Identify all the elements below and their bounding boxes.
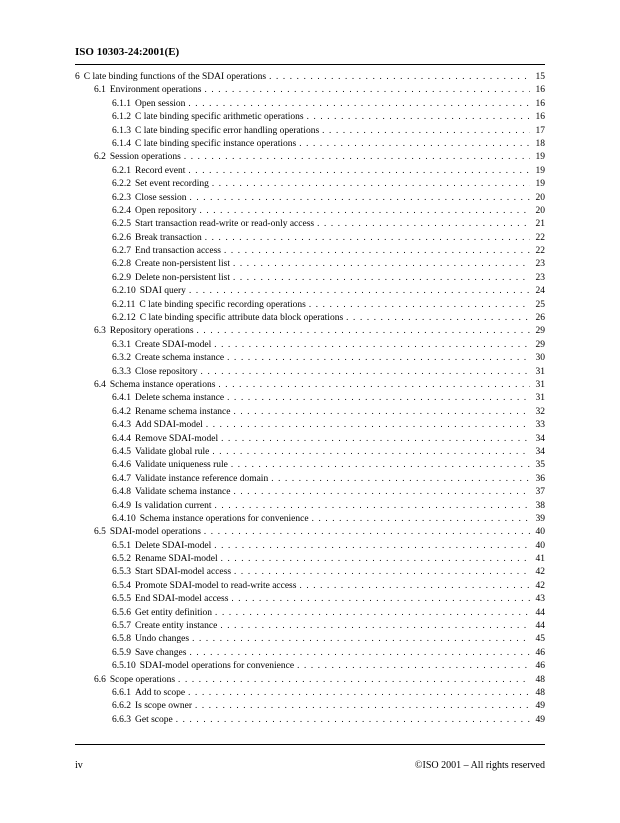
toc-entry-title: Validate instance reference domain bbox=[135, 473, 269, 484]
toc-dot-leader bbox=[189, 191, 530, 204]
toc-entry-number: 6.4.9 bbox=[112, 500, 131, 511]
toc-entry-title: Get scope bbox=[135, 714, 173, 725]
toc-entry-number: 6.2.12 bbox=[112, 313, 136, 324]
toc-entry-page: 43 bbox=[535, 594, 545, 605]
toc-entry-title: Environment operations bbox=[109, 85, 202, 96]
toc-entry-page: 19 bbox=[535, 165, 545, 176]
toc-entry-page: 20 bbox=[535, 192, 545, 203]
toc-entry-title: Close repository bbox=[135, 366, 198, 377]
toc-entry-number: 6.5.8 bbox=[112, 634, 131, 645]
toc-entry-page: 48 bbox=[535, 674, 545, 685]
toc-entry-page: 37 bbox=[535, 487, 545, 498]
toc-entry-number: 6.2.4 bbox=[112, 205, 131, 216]
toc-dot-leader bbox=[205, 231, 530, 244]
toc-entry-number: 6.1.2 bbox=[112, 112, 131, 123]
toc-entry-number: 6.3.2 bbox=[112, 353, 131, 364]
toc-dot-leader bbox=[214, 338, 530, 351]
toc-entry-number: 6.2.9 bbox=[112, 272, 131, 283]
toc-dot-leader bbox=[234, 485, 531, 498]
toc-entry-page: 36 bbox=[535, 473, 545, 484]
toc-entry[interactable] bbox=[75, 499, 545, 512]
toc-entry-number: 6.4 bbox=[94, 379, 106, 390]
toc-dot-leader bbox=[299, 579, 530, 592]
toc-entry-page: 22 bbox=[535, 232, 545, 243]
toc-entry-page: 16 bbox=[535, 85, 545, 96]
toc-entry[interactable] bbox=[75, 124, 545, 137]
toc-entry[interactable] bbox=[75, 217, 545, 230]
toc-dot-leader bbox=[218, 378, 530, 391]
toc-dot-leader bbox=[227, 391, 530, 404]
toc-entry[interactable] bbox=[75, 338, 545, 351]
toc-entry[interactable] bbox=[75, 298, 545, 311]
toc-entry-page: 21 bbox=[535, 219, 545, 230]
toc-entry[interactable] bbox=[75, 458, 545, 471]
toc-entry-page: 44 bbox=[535, 607, 545, 618]
toc-entry-page: 45 bbox=[535, 634, 545, 645]
toc-entry[interactable] bbox=[75, 378, 545, 391]
toc-entry-title: End SDAI-model access bbox=[135, 594, 229, 605]
toc-entry-number: 6.2.3 bbox=[112, 192, 131, 203]
toc-dot-leader bbox=[176, 713, 530, 726]
toc-dot-leader bbox=[188, 686, 530, 699]
toc-entry[interactable] bbox=[75, 565, 545, 578]
toc-entry-title: Repository operations bbox=[109, 326, 194, 337]
toc-entry-title: Validate global rule bbox=[135, 446, 210, 457]
toc-entry[interactable] bbox=[75, 592, 545, 605]
toc-entry-title: Rename SDAI-model bbox=[135, 554, 218, 565]
toc-entry-number: 6.5.7 bbox=[112, 621, 131, 632]
toc-entry[interactable] bbox=[75, 391, 545, 404]
toc-entry-title: Undo changes bbox=[135, 634, 190, 645]
toc-entry[interactable] bbox=[75, 646, 545, 659]
toc-entry-number: 6.5 bbox=[94, 527, 106, 538]
toc-dot-leader bbox=[189, 284, 530, 297]
toc-dot-leader bbox=[234, 405, 531, 418]
toc-entry-title: Save changes bbox=[135, 647, 187, 658]
toc-entry-title: Validate uniqueness rule bbox=[135, 460, 228, 471]
toc-dot-leader bbox=[212, 177, 530, 190]
toc-entry-number: 6.1.4 bbox=[112, 138, 131, 149]
toc-dot-leader bbox=[231, 592, 530, 605]
toc-entry-title: Delete non-persistent list bbox=[135, 272, 230, 283]
toc-entry-number: 6.2 bbox=[94, 152, 106, 163]
toc-entry-page: 38 bbox=[535, 500, 545, 511]
toc-entry-title: Session operations bbox=[109, 152, 181, 163]
toc-entry[interactable] bbox=[75, 150, 545, 163]
toc-entry[interactable] bbox=[75, 351, 545, 364]
toc-entry-title: Delete SDAI-model bbox=[135, 540, 212, 551]
toc-entry[interactable] bbox=[75, 311, 545, 324]
toc-entry-title: SDAI-model operations bbox=[109, 527, 201, 538]
toc-entry-page: 25 bbox=[535, 299, 545, 310]
toc-dot-leader bbox=[220, 619, 530, 632]
toc-entry-title: Add to scope bbox=[135, 687, 186, 698]
toc-entry-number: 6.6 bbox=[94, 674, 106, 685]
toc-entry-page: 44 bbox=[535, 621, 545, 632]
toc-entry[interactable] bbox=[75, 244, 545, 257]
toc-entry-page: 31 bbox=[535, 379, 545, 390]
toc-entry-page: 42 bbox=[535, 580, 545, 591]
toc-entry-page: 20 bbox=[535, 205, 545, 216]
toc-entry-page: 33 bbox=[535, 420, 545, 431]
toc-dot-leader bbox=[188, 97, 530, 110]
toc-dot-leader bbox=[215, 499, 530, 512]
toc-entry[interactable] bbox=[75, 539, 545, 552]
toc-entry-number: 6.4.6 bbox=[112, 460, 131, 471]
toc-entry-title: Start transaction read-write or read-only access bbox=[135, 219, 315, 230]
toc-entry-number: 6.6.1 bbox=[112, 687, 131, 698]
toc-dot-leader bbox=[271, 472, 530, 485]
toc-entry-page: 19 bbox=[535, 152, 545, 163]
toc-entry-page: 49 bbox=[535, 714, 545, 725]
toc-entry[interactable] bbox=[75, 432, 545, 445]
toc-entry[interactable] bbox=[75, 445, 545, 458]
table-of-contents bbox=[75, 70, 545, 726]
toc-entry-title: C late binding specific instance operations bbox=[135, 138, 297, 149]
toc-entry-number: 6.2.10 bbox=[112, 286, 136, 297]
toc-entry[interactable] bbox=[75, 619, 545, 632]
toc-entry-page: 46 bbox=[535, 661, 545, 672]
toc-entry-title: Is scope owner bbox=[135, 701, 192, 712]
toc-entry-number: 6.1 bbox=[94, 85, 106, 96]
toc-dot-leader bbox=[309, 298, 530, 311]
toc-entry[interactable] bbox=[75, 365, 545, 378]
toc-entry-page: 22 bbox=[535, 246, 545, 257]
toc-entry-page: 23 bbox=[535, 259, 545, 270]
toc-entry-page: 40 bbox=[535, 527, 545, 538]
toc-entry[interactable] bbox=[75, 485, 545, 498]
toc-dot-leader bbox=[221, 432, 530, 445]
toc-entry[interactable] bbox=[75, 606, 545, 619]
toc-entry-title: C late binding functions of the SDAI operations bbox=[83, 72, 267, 82]
toc-entry[interactable] bbox=[75, 659, 545, 672]
toc-entry-page: 18 bbox=[535, 138, 545, 149]
toc-entry-title: Open repository bbox=[135, 205, 197, 216]
toc-dot-leader bbox=[346, 311, 530, 324]
toc-entry-page: 41 bbox=[535, 554, 545, 565]
toc-dot-leader bbox=[212, 445, 530, 458]
toc-entry-number: 6.5.9 bbox=[112, 647, 131, 658]
toc-entry[interactable] bbox=[75, 110, 545, 123]
toc-entry[interactable] bbox=[75, 686, 545, 699]
copyright-notice: ©ISO 2001 – All rights reserved bbox=[414, 760, 545, 771]
toc-entry-number: 6.5.10 bbox=[112, 661, 136, 672]
toc-entry[interactable] bbox=[75, 191, 545, 204]
toc-entry-page: 39 bbox=[535, 513, 545, 524]
toc-entry-title: Remove SDAI-model bbox=[135, 433, 219, 444]
toc-entry-page: 16 bbox=[535, 112, 545, 123]
toc-entry-number: 6.2.11 bbox=[112, 299, 136, 310]
toc-dot-leader bbox=[192, 632, 530, 645]
toc-entry-title: Record event bbox=[135, 165, 186, 176]
toc-dot-leader bbox=[317, 217, 530, 230]
toc-entry-number: 6.2.6 bbox=[112, 232, 131, 243]
toc-entry-page: 24 bbox=[535, 286, 545, 297]
toc-entry-number: 6.4.1 bbox=[112, 393, 131, 404]
toc-entry-title: C late binding specific recording operations bbox=[139, 299, 306, 310]
toc-dot-leader bbox=[269, 70, 530, 83]
toc-entry-title: Break transaction bbox=[135, 232, 202, 243]
toc-entry-page: 23 bbox=[535, 272, 545, 283]
toc-entry-page: 49 bbox=[535, 701, 545, 712]
toc-dot-leader bbox=[224, 244, 530, 257]
toc-entry[interactable] bbox=[75, 257, 545, 270]
toc-dot-leader bbox=[215, 606, 530, 619]
toc-entry-number: 6.2.7 bbox=[112, 246, 131, 257]
toc-entry-title: Create schema instance bbox=[135, 353, 225, 364]
toc-dot-leader bbox=[299, 137, 530, 150]
toc-entry-number: 6 bbox=[75, 72, 80, 82]
toc-entry-title: C late binding specific attribute data block operations bbox=[139, 313, 344, 324]
toc-dot-leader bbox=[307, 110, 530, 123]
toc-entry-number: 6.5.3 bbox=[112, 567, 131, 578]
toc-entry[interactable] bbox=[75, 204, 545, 217]
toc-entry-title: Scope operations bbox=[109, 674, 176, 685]
toc-entry[interactable] bbox=[75, 512, 545, 525]
toc-entry-number: 6.3.3 bbox=[112, 366, 131, 377]
page-number: iv bbox=[75, 760, 83, 771]
toc-entry[interactable] bbox=[75, 284, 545, 297]
toc-entry-page: 46 bbox=[535, 647, 545, 658]
toc-entry-title: Validate schema instance bbox=[135, 487, 231, 498]
toc-entry[interactable] bbox=[75, 137, 545, 150]
toc-entry[interactable] bbox=[75, 177, 545, 190]
toc-dot-leader bbox=[197, 324, 530, 337]
toc-entry-number: 6.5.5 bbox=[112, 594, 131, 605]
toc-dot-leader bbox=[195, 699, 530, 712]
toc-entry[interactable] bbox=[75, 713, 545, 726]
toc-dot-leader bbox=[322, 124, 530, 137]
toc-dot-leader bbox=[214, 539, 530, 552]
toc-entry-title: Schema instance operations for convenience bbox=[139, 513, 309, 524]
toc-entry-page: 32 bbox=[535, 406, 545, 417]
toc-entry-number: 6.2.1 bbox=[112, 165, 131, 176]
toc-entry-title: Rename schema instance bbox=[135, 406, 231, 417]
toc-entry-number: 6.4.8 bbox=[112, 487, 131, 498]
toc-dot-leader bbox=[221, 552, 530, 565]
toc-dot-leader bbox=[233, 271, 530, 284]
toc-entry-number: 6.6.3 bbox=[112, 714, 131, 725]
toc-entry-number: 6.3 bbox=[94, 326, 106, 337]
toc-entry[interactable] bbox=[75, 525, 545, 538]
toc-dot-leader bbox=[231, 458, 530, 471]
toc-entry-page: 29 bbox=[535, 339, 545, 350]
toc-entry-title: SDAI-model operations for convenience bbox=[139, 661, 295, 672]
toc-entry[interactable] bbox=[75, 324, 545, 337]
toc-entry-page: 48 bbox=[535, 687, 545, 698]
toc-entry-title: Create SDAI-model bbox=[135, 339, 212, 350]
toc-entry-title: Get entity definition bbox=[135, 607, 213, 618]
toc-entry-page: 26 bbox=[535, 313, 545, 324]
toc-entry-page: 42 bbox=[535, 567, 545, 578]
toc-entry-number: 6.5.2 bbox=[112, 554, 131, 565]
toc-dot-leader bbox=[188, 164, 530, 177]
toc-entry-title: Schema instance operations bbox=[109, 379, 216, 390]
toc-entry-page: 35 bbox=[535, 460, 545, 471]
toc-entry-title: Add SDAI-model bbox=[135, 420, 203, 431]
toc-entry-title: C late binding specific error handling operations bbox=[135, 125, 320, 136]
toc-dot-leader bbox=[204, 525, 530, 538]
toc-dot-leader bbox=[184, 150, 530, 163]
toc-entry-number: 6.1.3 bbox=[112, 125, 131, 136]
toc-entry-number: 6.3.1 bbox=[112, 339, 131, 350]
toc-entry-page: 31 bbox=[535, 366, 545, 377]
toc-entry-page: 40 bbox=[535, 540, 545, 551]
toc-entry-page: 34 bbox=[535, 433, 545, 444]
toc-entry-page: 30 bbox=[535, 353, 545, 364]
toc-entry-title: Set event recording bbox=[135, 179, 209, 190]
toc-dot-leader bbox=[312, 512, 530, 525]
toc-dot-leader bbox=[178, 673, 530, 686]
toc-entry-page: 19 bbox=[535, 179, 545, 190]
header-rule bbox=[75, 64, 545, 65]
toc-entry-title: Open session bbox=[135, 98, 186, 109]
toc-entry[interactable] bbox=[75, 83, 545, 96]
document-header: ISO 10303-24:2001(E) bbox=[75, 46, 180, 58]
toc-entry-title: Create entity instance bbox=[135, 621, 218, 632]
toc-entry-title: Delete schema instance bbox=[135, 393, 225, 404]
toc-entry[interactable] bbox=[75, 579, 545, 592]
toc-entry-title: Start SDAI-model access bbox=[135, 567, 232, 578]
toc-entry-number: 6.2.5 bbox=[112, 219, 131, 230]
toc-dot-leader bbox=[234, 565, 530, 578]
toc-entry-number: 6.4.5 bbox=[112, 446, 131, 457]
toc-entry-title: Is validation current bbox=[135, 500, 212, 511]
toc-dot-leader bbox=[227, 351, 530, 364]
toc-entry-number: 6.4.10 bbox=[112, 513, 136, 524]
toc-dot-leader bbox=[199, 204, 530, 217]
toc-entry[interactable] bbox=[75, 231, 545, 244]
toc-entry-page: 31 bbox=[535, 393, 545, 404]
toc-entry-title: Create non-persistent list bbox=[135, 259, 230, 270]
toc-entry-number: 6.5.1 bbox=[112, 540, 131, 551]
toc-entry-number: 6.5.6 bbox=[112, 607, 131, 618]
toc-dot-leader bbox=[206, 418, 530, 431]
toc-entry-title: Promote SDAI-model to read-write access bbox=[135, 580, 297, 591]
toc-dot-leader bbox=[189, 646, 530, 659]
toc-entry-title: Close session bbox=[135, 192, 187, 203]
toc-entry[interactable] bbox=[75, 472, 545, 485]
toc-entry[interactable] bbox=[75, 70, 545, 83]
toc-entry-title: C late binding specific arithmetic operations bbox=[135, 112, 304, 123]
toc-entry-number: 6.4.7 bbox=[112, 473, 131, 484]
toc-entry[interactable] bbox=[75, 699, 545, 712]
toc-dot-leader bbox=[297, 659, 530, 672]
toc-entry[interactable] bbox=[75, 271, 545, 284]
toc-entry-page: 17 bbox=[535, 125, 545, 136]
toc-entry-number: 6.1.1 bbox=[112, 98, 131, 109]
toc-entry-number: 6.2.8 bbox=[112, 259, 131, 270]
toc-entry-page: 16 bbox=[535, 98, 545, 109]
toc-entry[interactable] bbox=[75, 418, 545, 431]
footer-rule bbox=[75, 744, 545, 745]
toc-entry-page: 29 bbox=[535, 326, 545, 337]
toc-entry[interactable] bbox=[75, 673, 545, 686]
toc-entry[interactable] bbox=[75, 405, 545, 418]
toc-entry[interactable] bbox=[75, 552, 545, 565]
toc-dot-leader bbox=[204, 83, 530, 96]
toc-entry[interactable] bbox=[75, 164, 545, 177]
toc-entry-number: 6.4.3 bbox=[112, 420, 131, 431]
toc-entry-number: 6.2.2 bbox=[112, 179, 131, 190]
toc-entry-number: 6.6.2 bbox=[112, 701, 131, 712]
toc-entry-page: 34 bbox=[535, 446, 545, 457]
toc-entry-number: 6.5.4 bbox=[112, 580, 131, 591]
toc-entry-number: 6.4.4 bbox=[112, 433, 131, 444]
toc-entry-title: SDAI query bbox=[139, 286, 186, 297]
toc-entry[interactable] bbox=[75, 632, 545, 645]
toc-dot-leader bbox=[201, 365, 530, 378]
toc-entry[interactable] bbox=[75, 97, 545, 110]
toc-dot-leader bbox=[233, 257, 530, 270]
toc-entry-title: End transaction access bbox=[135, 246, 221, 257]
toc-entry-number: 6.4.2 bbox=[112, 406, 131, 417]
toc-entry-page: 15 bbox=[535, 72, 545, 82]
